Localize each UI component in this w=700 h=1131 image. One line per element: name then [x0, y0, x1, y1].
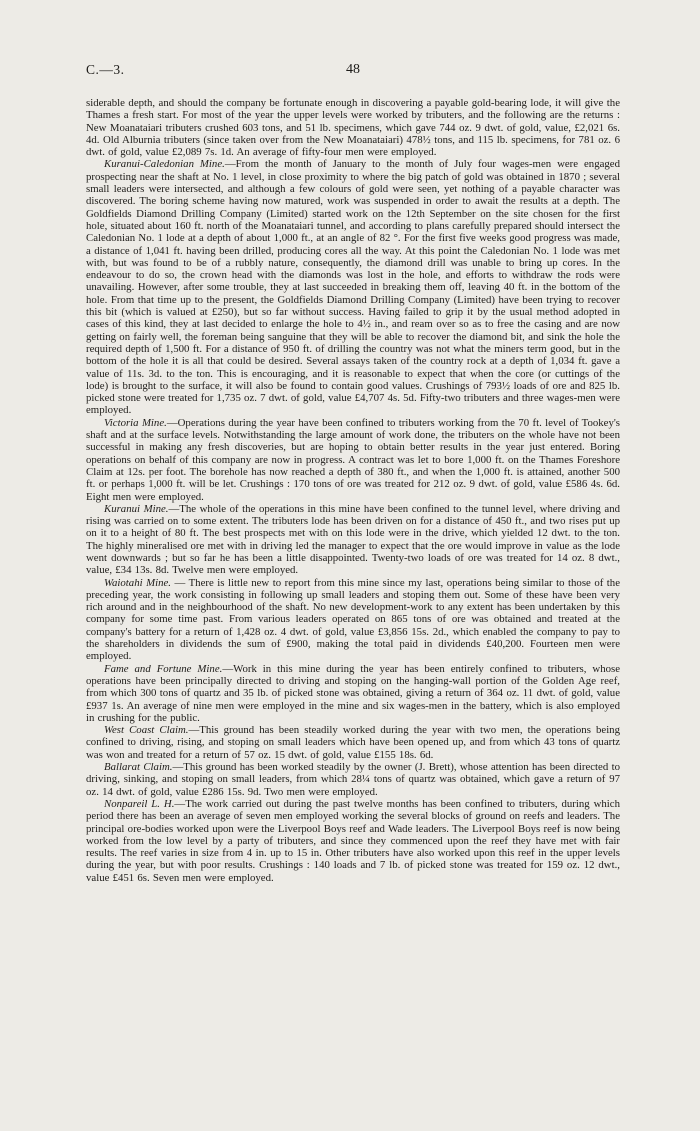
mine-name: West Coast Claim.	[104, 724, 189, 737]
paragraph-ballarat	[86, 761, 620, 798]
report-number: C.—3.	[86, 62, 125, 77]
mine-name: Fame and Fortune Mine.	[104, 662, 223, 675]
paragraph-text: —This ground has been worked steadily by the owner (J. Brett), whose attention has been directed to driving, sinking, and stoping on small leaders, from which 28¼ tons of quartz was obtained, which gave a return of 97 oz. 14 dwt. of gold, value £286 15s. 9d. Two men were employed.	[86, 761, 620, 798]
page-body	[86, 97, 620, 884]
paragraph-waiotahi	[86, 577, 620, 663]
paragraph-text: siderable depth, and should the company be fortunate enough in discovering a payable gold-bearing lode, it will give the Thames a fresh start. For most of the year the upper levels were worked by tributers, and the following are the returns : New Moanataiari tributers crushed 603 tons, and 51 lb. specimens, which gave 744 oz. 9 dwt. of gold, value, £2,021 6s. 4d. Old Alburnia tributers (since taken over from the New Moanataiari) 478½ tons, and 115 lb. specimens, for 781 oz. 6 dwt. of gold, value £2,089 7s. 1d. An average of fifty-four men were employed.	[86, 97, 620, 159]
page-number: 48	[346, 62, 360, 77]
mine-name: Kuranui Mine.	[104, 502, 169, 515]
paragraph-victoria	[86, 417, 620, 503]
mine-name: Victoria Mine.	[104, 416, 167, 429]
paragraph-kuranui	[86, 503, 620, 577]
paragraph-nonpareil	[86, 798, 620, 884]
paragraph-text: —Work in this mine during the year has been entirely confined to tributers, whose operations have been principally directed to driving and stoping on the hanging-wall portion of the Golden Age reef, from which 300 tons of quartz and 35 lb. of picked stone was obtained, giving a return of 364 oz. 11 dwt. of gold, value £937 1s. An average of nine men were employed in the mine and six wages-men in the battery, which is also employed in crushing for the public.	[86, 662, 621, 724]
paragraph-text: —Operations during the year have been confined to tributers working from the 70 ft. level of Tookey's shaft and at the surface levels. Notwithstanding the large amount of work done, the tributers on the whole have not been successful in making any fresh discoveries, but are hoping to obtain better results in the year just entered. Boring operations on behalf of this company are now in progress. A contract was let to bore 1,000 ft. on the Thames Foreshore Claim at 12s. per foot. The borehole has now reached a depth of 380 ft., and when the 1,000 ft. is attained, another 500 ft. or perhaps 1,000 ft. will be let. Crushings : 170 tons of ore was treated for 212 oz. 9 dwt. of gold, value £586 4s. 6d. Eight men were employed.	[86, 416, 620, 503]
paragraph-intro	[86, 97, 620, 158]
paragraph-west-coast	[86, 724, 620, 761]
mine-name: Kuranui-Caledonian Mine.	[104, 158, 225, 171]
paragraph-text: —The whole of the operations in this mine have been confined to the tunnel level, where driving and rising was carried on to some extent. The tributers lode has been driven on for a distance of 450 ft., and two rises put up on it to a height of 80 ft. The best prospects met with on this lode were in the drive, which yielded 12 dwt. to the ton. The highly mineralised ore met with in driving led the manager to expect that the ore would improve in value as the lode went downwards ; but so far he has been a little disappointed. Twenty-two loads of ore was treated for 14 oz. 8 dwt., value, £34 13s. 8d. Twelve men were employed.	[86, 502, 620, 577]
paragraph-text: — There is little new to report from this mine since my last, operations being similar to those of the preceding year, the work consisting in following up small leaders and stoping them out. Some of these have been very rich around and in the neighbourhood of the shaft. No new development-work to any extent has been undertaken by this company for some time past. From various leaders operated on 865 tons of ore was obtained and treated at the company's battery for a return of 1,428 oz. 4 dwt. of gold, value £3,856 15s. 2d., which enabled the company to pay to the shareholders in dividends the sum of £900, making the total paid in dividends £40,200. Fourteen men were employed.	[86, 576, 620, 663]
paragraph-fame-and-fortune	[86, 663, 620, 724]
mine-name: Nonpareil L. H.	[104, 797, 175, 810]
paragraph-text: —This ground has been steadily worked during the year with two men, the operations being confined to driving, rising, and stoping on small leaders which have been opened up, and from which 43 tons of quartz was won and treated for a return of 57 oz. 15 dwt. of gold, value £155 18s. 6d.	[86, 724, 620, 761]
mine-name: Waiotahi Mine.	[104, 576, 171, 589]
paragraph-text: —The work carried out during the past twelve months has been confined to tributers, during which period there has been an average of seven men employed working the several blocks of ground on reefs and leaders. The principal ore-bodies worked upon were the Liverpool Boys reef and Wade leaders. The Liverpool Boys reef is now being worked from the low level by a party of tributers, and since they commenced upon the reef they have met with fair results. The reef varies in size from 4 in. up to 15 in. Other tributers have also worked upon this reef in the upper levels during the year, but with poor results. Crushings : 140 loads and 7 lb. of picked stone was treated for 159 oz. 12 dwt., value £451 6s. Seven men were employed.	[86, 797, 620, 884]
paragraph-text: —From the month of January to the month of July four wages-men were engaged prospecting near the shaft at No. 1 level, in close proximity to where the big patch of gold was obtained in 1870 ; several small leaders were intersected, and although a few colours of gold were seen, yet nothing of a payable character was discovered. The boring scheme having now matured, work was suspended in order to await the results at a depth. The Goldfields Diamond Drilling Company (Limited) started work on the 12th September on the site chosen for the first hole, situated about 160 ft. north of the Moanataiari tunnel, and according to plans carefully prepared should intersect the Caledonian No. 1 lode at a depth of about 1,000 ft., at an angle of 82 °. For the first five weeks good progress was made, a distance of 1,041 ft. having been drilled, producing cores all the way. At this point the Caledonian No. 1 lode was met with, but was found to be of a rubbly nature, consequently, the diamond drill was unable to bring up cores. In the endeavour to do so, the crown head with the diamonds was lost in the hole, and efforts to withdraw the rods were unavailing. However, after some trouble, they at last succeeded in breaking them off, leaving 40 ft. in the bottom of the hole. From that time up to the present, the Goldfields Diamond Drilling Company (Limited) have been trying to recover this bit (which is valued at £250), but so far without success. Having failed to grip it by the usual method adopted in cases of this kind, they at last decided to enlarge the hole to 4½ in., and ream over so as to free the casing and are now getting on fairly well, the foreman being sanguine that they will be able to recover the diamond bit, and sink the hole the required depth of 1,500 ft. For a distance of 950 ft. of drilling the country was not what the miners term good, but in the bottom of the hole it is all that could be desired. Several assays taken of the country rock at a depth of 1,034 ft. gave a value of 11s. 3d. to the ton. This is encouraging, and it is reasonable to expect that when the core (or cuttings of the lode) is brought to the surface, it will also be found to contain good values. Crushings of 793½ loads of ore and 825 lb. picked stone were treated for 1,735 oz. 7 dwt. of gold, value £4,707 4s. 5d. Fifty-two tributers and three wages-men were employed.	[86, 158, 620, 417]
page-header	[86, 62, 620, 80]
paragraph-kuranui-caledonian	[86, 158, 620, 416]
mine-name: Ballarat Claim.	[104, 761, 173, 774]
